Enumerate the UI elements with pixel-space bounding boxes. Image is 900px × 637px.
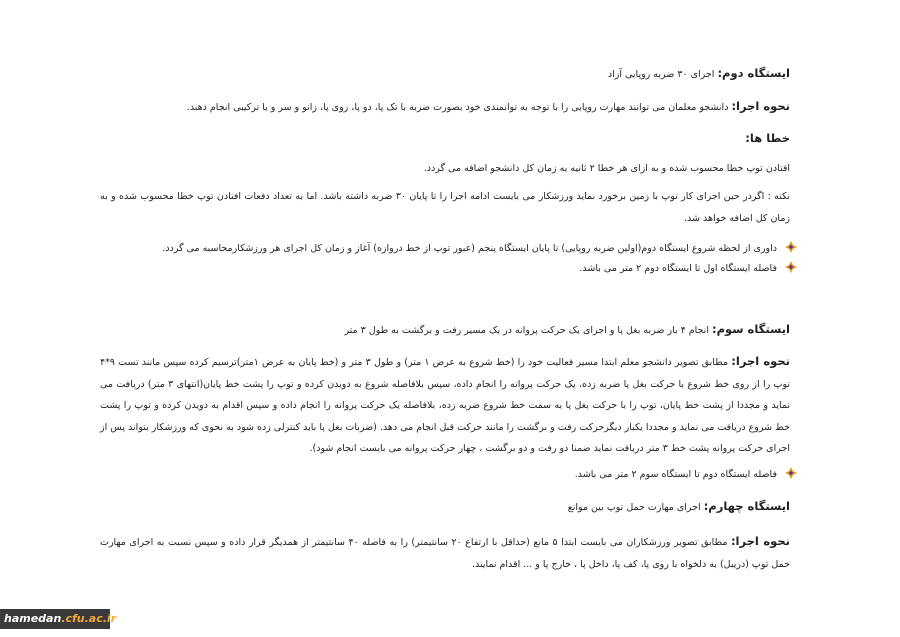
station4-method-label: نحوه اجرا: — [730, 534, 790, 548]
station3-label: ایستگاه سوم: — [711, 322, 790, 336]
station2-bullet-2 — [100, 261, 797, 276]
note-text: نکته : اگردر حین اجرای کار توپ با زمین برخورد نماید ورزشکار می بایست ادامه اجرا را تا پایان ۳۰ ضربه داشته باشد. اما به تعداد دفعات افتادن توپ خطا محسوب شده و به زمان کل اضافه خواهد شد. — [100, 191, 790, 224]
station3-title: انجام ۴ بار ضربه بغل پا و اجرای یک حرکت پروانه در یک مسیر رفت و برگشت به طول ۳ متر — [344, 325, 712, 336]
bullet-1-text: داوری از لحظه شروع ایستگاه دوم(اولین ضربه روپایی) تا پایان ایستگاه پنجم (عبور توپ از خط دروازه) آغاز و زمان کل اجرای هر ورزشکارمحاسبه می گردد. — [162, 243, 777, 254]
station4-method-text: مطابق تصویر ورزشکاران می بایست ابتدا ۵ مانع (حداقل با ارتفاع ۲۰ سانتیمتر) را به فاصله ۴۰ سانتیمتر از همدیگر قرار داده و سپس نسبت به اجرای مهارت حمل توپ (دریبل) به دلخواه با روی پا، کف پا، داخل پا ، خارج پا و ... اقدام نمایند. — [100, 537, 790, 570]
station2-error-1 — [95, 162, 790, 176]
station3-method-text: مطابق تصویر دانشجو معلم ابتدا مسیر فعالیت خود را (خط شروع به عرض ۱ متر) و طول ۳ متر و (خط پایان به عرض ۱متر)ترسیم کرده سپس مانند تست ۹*۴ توپ را از روی خط شروع با حرکت بغل پا ضربه زده، یک حرکت پروانه را انجام داده، سپس بلافاصله شروع به دویدن کرده و توپ را پشت خط پایان(انتهای ۳ متر) دریافت می نماید و مجددا از پشت خط پایان، توپ را با حرکت بغل پا به سمت خط شروع ضربه زده، بلافاصله یک حرکت پروانه را انجام داده و سپس اقدام به دویدن کرده و توپ را پشت خط شروع دریافت می نماید و مجددا یکبار دیگرحرکت رفت و برگشت را مانند حرکت قبل انجام می دهد. (ضربات بغل پا باید کنترلی زده شود به نحوی که ورزشکار بتواند پس از اجرای حرکت پروانه پشت خط ۳ متر دریافت نماید ضمنا دو رفت و دو برگشت ، چهار حرکت پروانه می بایست انجام شود). — [100, 357, 791, 454]
watermark-domain: hamedan — [4, 612, 62, 625]
station3-method-label: نحوه اجرا: — [731, 354, 790, 368]
station2-note — [100, 186, 790, 230]
arrow-bullet-icon — [785, 467, 797, 479]
station2-label: ایستگاه دوم: — [717, 66, 790, 80]
arrow-bullet-icon — [785, 261, 797, 273]
station2-heading — [95, 66, 790, 82]
station2-title: اجرای ۳۰ ضربه روپایی آزاد — [607, 69, 718, 80]
station4-label: ایستگاه چهارم: — [703, 499, 790, 513]
station3-bullet-1-text: فاصله ایستگاه دوم تا ایستگاه سوم ۲ متر می باشد. — [574, 469, 777, 480]
watermark-suffix: .cfu.ac.ir — [61, 612, 117, 625]
station4-heading — [95, 499, 790, 515]
station4-method — [100, 530, 790, 576]
station4-title: اجرای مهارت حمل توپ بین موانع — [567, 502, 704, 513]
station2-method-label: نحوه اجرا: — [731, 99, 790, 113]
error-1-text: افتادن توپ خطا محسوب شده و به ازای هر خطا ۲ ثانیه به زمان کل دانشجو اضافه می گردد. — [423, 163, 790, 174]
station3-method — [100, 351, 790, 460]
station2-method-text: دانشجو معلمان می توانند مهارت روپایی را با توجه به توانمندی خود بصورت ضربه با تک پا، دو پا، روی پا، زانو و سر و یا ترکیبی انجام دهند. — [186, 102, 732, 113]
station3-heading — [95, 322, 790, 338]
station3-bullet-1 — [100, 467, 797, 482]
arrow-bullet-icon — [785, 241, 797, 253]
site-watermark — [0, 609, 117, 629]
bullet-2-text: فاصله ایستگاه اول تا ایستگاه دوم ۲ متر می باشد. — [579, 263, 777, 274]
station2-method — [95, 99, 790, 115]
station2-bullet-1 — [100, 241, 797, 256]
station2-errors-heading — [95, 131, 790, 147]
errors-label: خطا ها: — [745, 131, 790, 145]
